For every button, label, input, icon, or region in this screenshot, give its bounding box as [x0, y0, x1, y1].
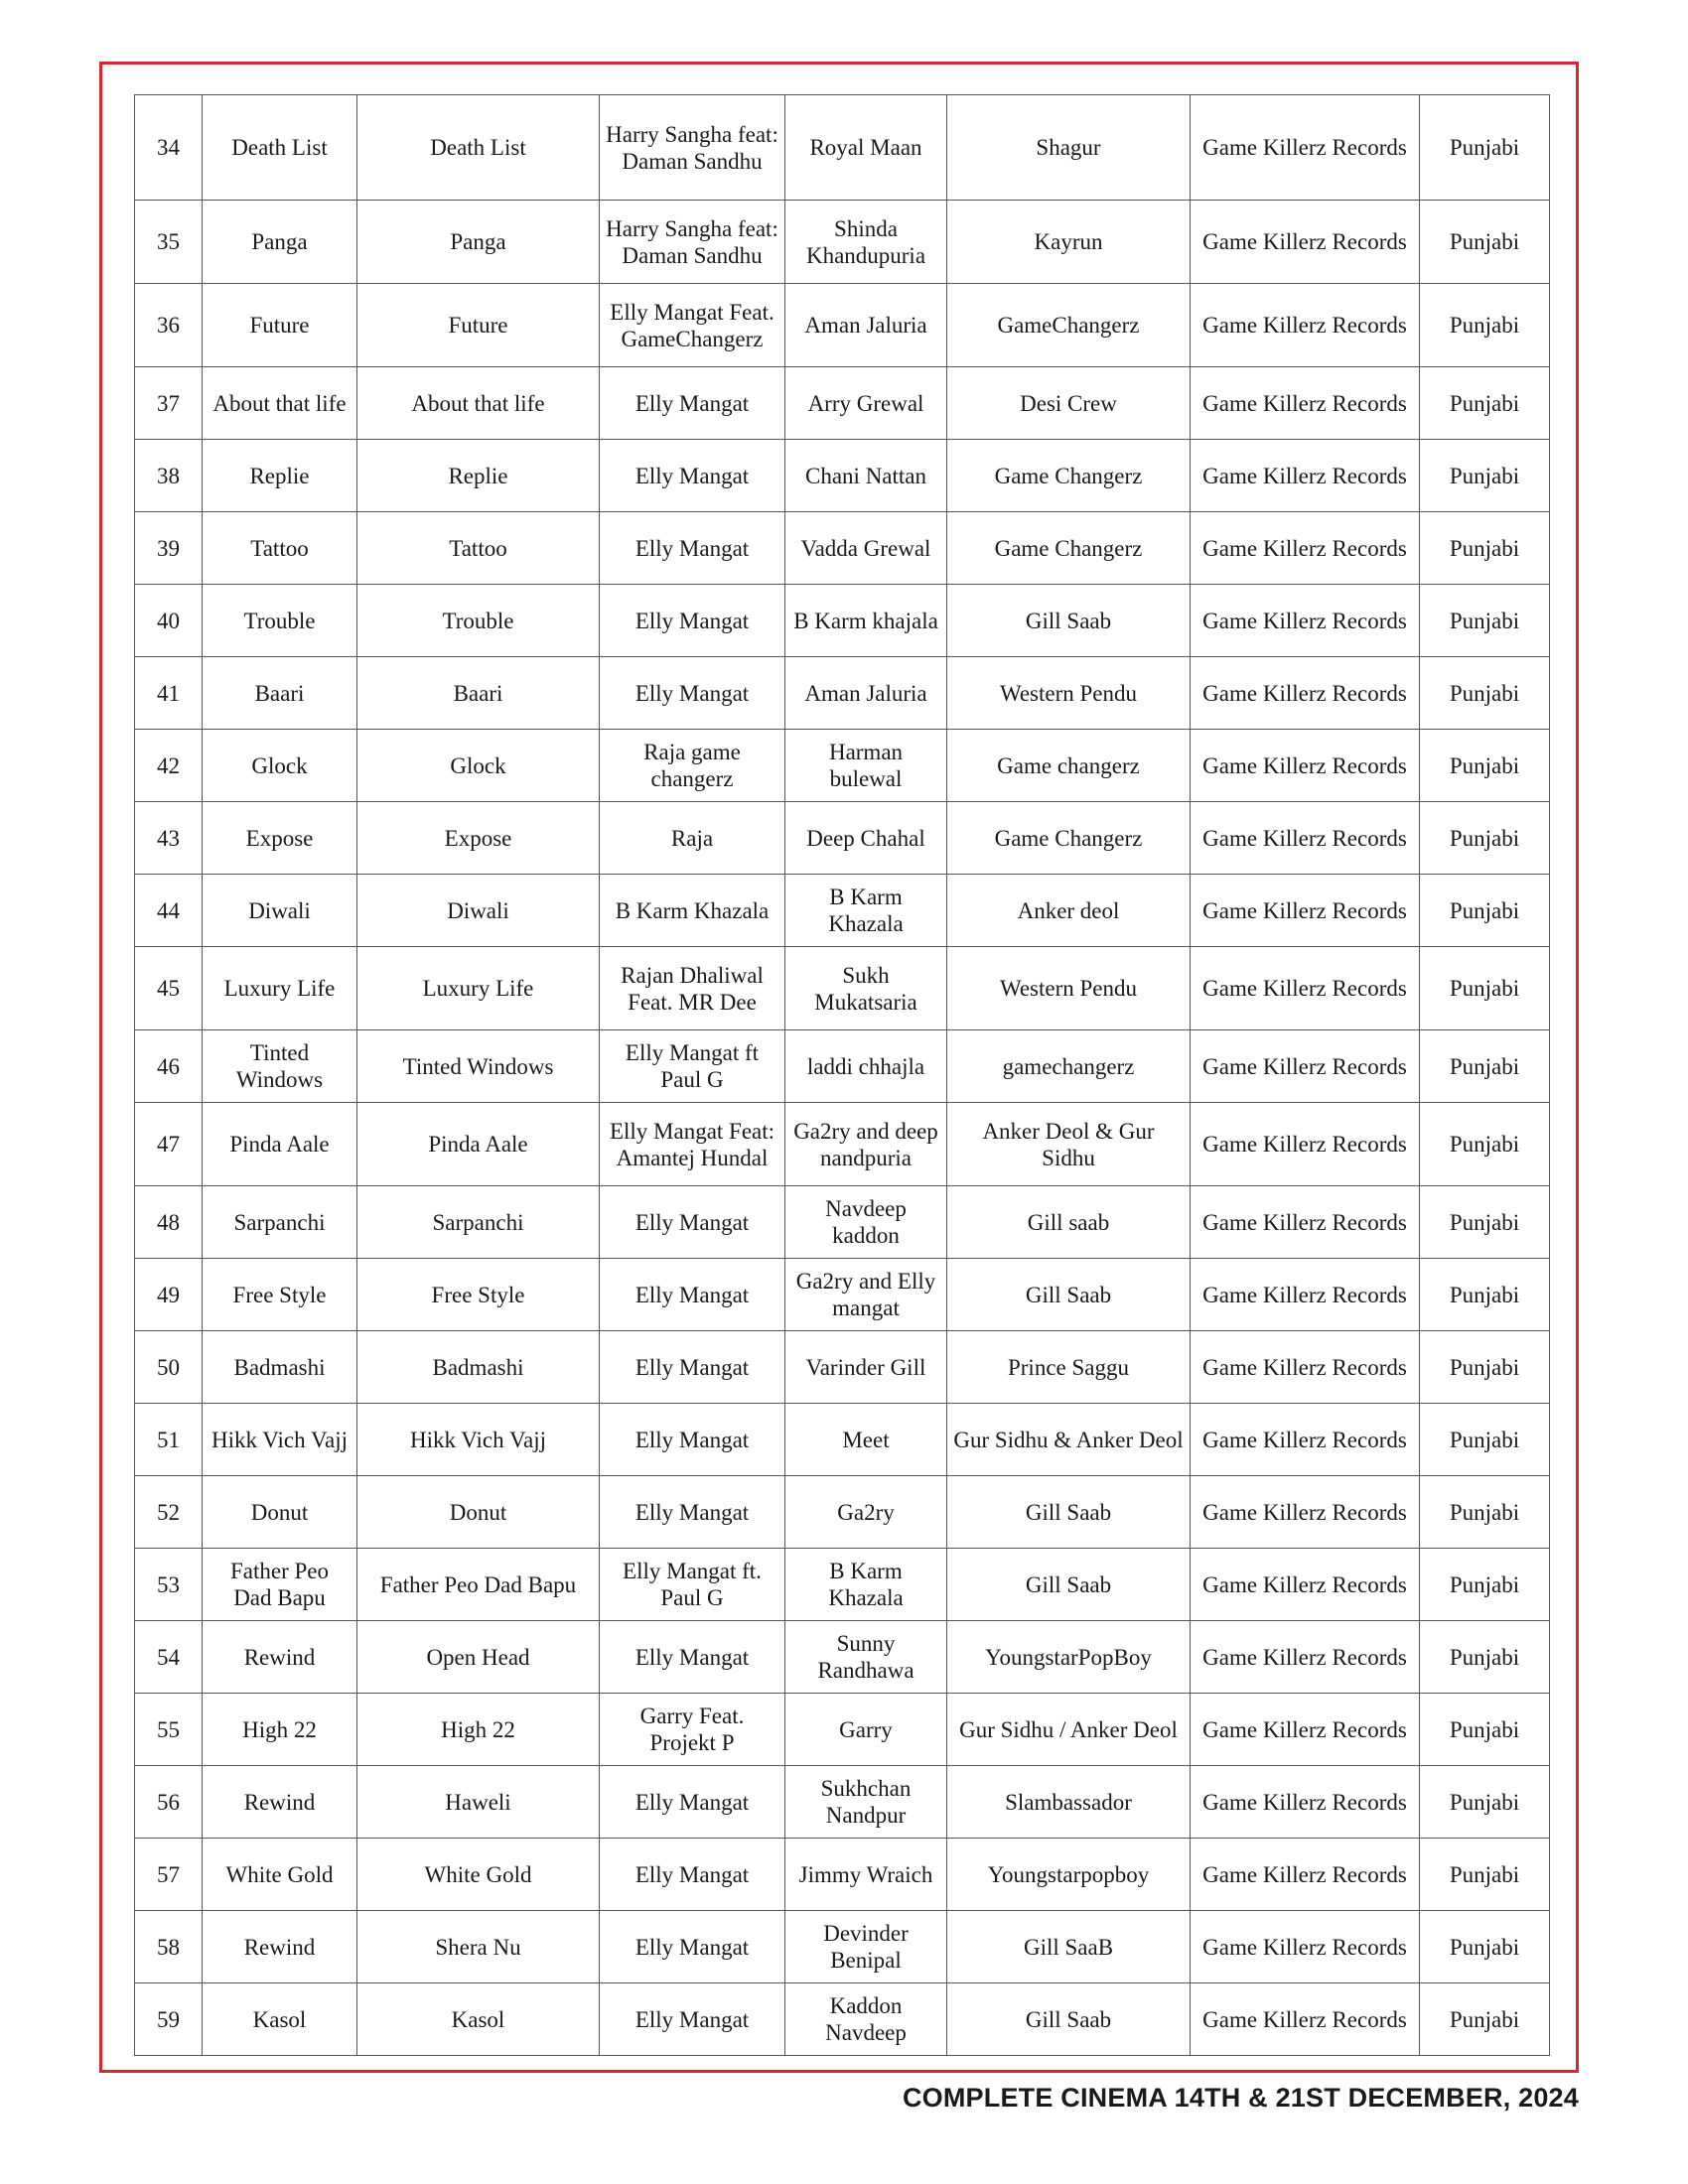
cell-language: Punjabi [1420, 512, 1550, 585]
cell-song: Hikk Vich Vajj [203, 1404, 357, 1476]
cell-singer: Elly Mangat [600, 1404, 785, 1476]
cell-music: Gill Saab [947, 1259, 1191, 1331]
cell-music: Youngstarpopboy [947, 1839, 1191, 1911]
cell-singer: Harry Sangha feat: Daman Sandhu [600, 95, 785, 201]
cell-language: Punjabi [1420, 284, 1550, 367]
cell-song: Kasol [203, 1983, 357, 2056]
cell-language: Punjabi [1420, 947, 1550, 1030]
cell-label: Game Killerz Records [1191, 802, 1420, 875]
cell-singer: Raja [600, 802, 785, 875]
cell-music: Game changerz [947, 730, 1191, 802]
cell-no: 46 [135, 1030, 203, 1103]
cell-language: Punjabi [1420, 1766, 1550, 1839]
cell-language: Punjabi [1420, 1103, 1550, 1186]
cell-album: Free Style [357, 1259, 600, 1331]
cell-language: Punjabi [1420, 95, 1550, 201]
cell-music: Game Changerz [947, 512, 1191, 585]
cell-no: 55 [135, 1694, 203, 1766]
cell-singer: Elly Mangat [600, 1766, 785, 1839]
cell-album: Diwali [357, 875, 600, 947]
cell-label: Game Killerz Records [1191, 947, 1420, 1030]
cell-music: gamechangerz [947, 1030, 1191, 1103]
cell-music: Kayrun [947, 201, 1191, 284]
cell-label: Game Killerz Records [1191, 440, 1420, 512]
cell-lyricist: Aman Jaluria [785, 284, 947, 367]
cell-album: Hikk Vich Vajj [357, 1404, 600, 1476]
cell-no: 58 [135, 1911, 203, 1983]
cell-singer: Elly Mangat [600, 440, 785, 512]
cell-lyricist: Jimmy Wraich [785, 1839, 947, 1911]
cell-label: Game Killerz Records [1191, 1259, 1420, 1331]
cell-language: Punjabi [1420, 1476, 1550, 1549]
cell-song: Tattoo [203, 512, 357, 585]
cell-label: Game Killerz Records [1191, 1476, 1420, 1549]
cell-music: Gill Saab [947, 1983, 1191, 2056]
cell-lyricist: Navdeep kaddon [785, 1186, 947, 1259]
cell-label: Game Killerz Records [1191, 1030, 1420, 1103]
cell-album: High 22 [357, 1694, 600, 1766]
cell-label: Game Killerz Records [1191, 1103, 1420, 1186]
cell-singer: Elly Mangat [600, 1621, 785, 1694]
cell-singer: Elly Mangat [600, 1839, 785, 1911]
cell-no: 59 [135, 1983, 203, 2056]
cell-lyricist: Kaddon Navdeep [785, 1983, 947, 2056]
cell-music: Anker deol [947, 875, 1191, 947]
cell-no: 44 [135, 875, 203, 947]
cell-song: Pinda Aale [203, 1103, 357, 1186]
cell-lyricist: B Karm khajala [785, 585, 947, 657]
cell-language: Punjabi [1420, 1259, 1550, 1331]
table-row [135, 875, 1550, 947]
cell-singer: Elly Mangat Feat. GameChangerz [600, 284, 785, 367]
cell-album: Donut [357, 1476, 600, 1549]
cell-song: Glock [203, 730, 357, 802]
cell-singer: Elly Mangat [600, 1911, 785, 1983]
cell-album: Expose [357, 802, 600, 875]
cell-album: Pinda Aale [357, 1103, 600, 1186]
cell-label: Game Killerz Records [1191, 1983, 1420, 2056]
table-row [135, 284, 1550, 367]
cell-music: Gill Saab [947, 1549, 1191, 1621]
cell-lyricist: Vadda Grewal [785, 512, 947, 585]
cell-song: High 22 [203, 1694, 357, 1766]
cell-language: Punjabi [1420, 585, 1550, 657]
cell-song: Diwali [203, 875, 357, 947]
table-row [135, 1404, 1550, 1476]
cell-label: Game Killerz Records [1191, 1186, 1420, 1259]
cell-label: Game Killerz Records [1191, 657, 1420, 730]
cell-album: Haweli [357, 1766, 600, 1839]
cell-music: Gill Saab [947, 585, 1191, 657]
cell-music: Western Pendu [947, 657, 1191, 730]
cell-album: Future [357, 284, 600, 367]
cell-music: Gill Saab [947, 1476, 1191, 1549]
cell-lyricist: Arry Grewal [785, 367, 947, 440]
cell-label: Game Killerz Records [1191, 1694, 1420, 1766]
cell-no: 42 [135, 730, 203, 802]
cell-lyricist: Aman Jaluria [785, 657, 947, 730]
cell-singer: Elly Mangat [600, 1983, 785, 2056]
cell-lyricist: Sukh Mukatsaria [785, 947, 947, 1030]
cell-lyricist: Harman bulewal [785, 730, 947, 802]
cell-music: Slambassador [947, 1766, 1191, 1839]
cell-label: Game Killerz Records [1191, 1549, 1420, 1621]
cell-album: Panga [357, 201, 600, 284]
cell-language: Punjabi [1420, 1186, 1550, 1259]
cell-song: Badmashi [203, 1331, 357, 1404]
cell-lyricist: Varinder Gill [785, 1331, 947, 1404]
table-row [135, 440, 1550, 512]
cell-label: Game Killerz Records [1191, 1621, 1420, 1694]
cell-label: Game Killerz Records [1191, 875, 1420, 947]
table-row [135, 1259, 1550, 1331]
cell-lyricist: Devinder Benipal [785, 1911, 947, 1983]
cell-language: Punjabi [1420, 367, 1550, 440]
table-row [135, 1549, 1550, 1621]
cell-no: 43 [135, 802, 203, 875]
cell-no: 38 [135, 440, 203, 512]
cell-music: Shagur [947, 95, 1191, 201]
cell-no: 40 [135, 585, 203, 657]
cell-album: Tinted Windows [357, 1030, 600, 1103]
cell-song: About that life [203, 367, 357, 440]
table-row [135, 1766, 1550, 1839]
cell-music: Anker Deol & Gur Sidhu [947, 1103, 1191, 1186]
cell-no: 45 [135, 947, 203, 1030]
cell-song: Tinted Windows [203, 1030, 357, 1103]
cell-singer: Elly Mangat [600, 1476, 785, 1549]
cell-album: Replie [357, 440, 600, 512]
cell-language: Punjabi [1420, 875, 1550, 947]
song-table [134, 94, 1550, 2056]
table-row [135, 947, 1550, 1030]
table-row [135, 367, 1550, 440]
cell-singer: Elly Mangat ft Paul G [600, 1030, 785, 1103]
cell-song: Death List [203, 95, 357, 201]
cell-singer: Harry Sangha feat: Daman Sandhu [600, 201, 785, 284]
cell-song: Baari [203, 657, 357, 730]
cell-singer: Elly Mangat Feat: Amantej Hundal [600, 1103, 785, 1186]
cell-album: Shera Nu [357, 1911, 600, 1983]
cell-music: Western Pendu [947, 947, 1191, 1030]
cell-no: 48 [135, 1186, 203, 1259]
table-row [135, 585, 1550, 657]
cell-label: Game Killerz Records [1191, 284, 1420, 367]
cell-album: White Gold [357, 1839, 600, 1911]
cell-song: Free Style [203, 1259, 357, 1331]
cell-language: Punjabi [1420, 1839, 1550, 1911]
cell-language: Punjabi [1420, 1621, 1550, 1694]
cell-song: Trouble [203, 585, 357, 657]
cell-language: Punjabi [1420, 440, 1550, 512]
cell-no: 50 [135, 1331, 203, 1404]
cell-music: Gill saab [947, 1186, 1191, 1259]
cell-song: Sarpanchi [203, 1186, 357, 1259]
cell-label: Game Killerz Records [1191, 1839, 1420, 1911]
cell-album: Sarpanchi [357, 1186, 600, 1259]
cell-no: 56 [135, 1766, 203, 1839]
cell-singer: Elly Mangat [600, 512, 785, 585]
cell-language: Punjabi [1420, 1549, 1550, 1621]
cell-lyricist: Sunny Randhawa [785, 1621, 947, 1694]
cell-language: Punjabi [1420, 1404, 1550, 1476]
table-row [135, 1694, 1550, 1766]
cell-no: 47 [135, 1103, 203, 1186]
cell-no: 57 [135, 1839, 203, 1911]
table-row [135, 1331, 1550, 1404]
table-row [135, 1186, 1550, 1259]
cell-music: GameChangerz [947, 284, 1191, 367]
cell-album: About that life [357, 367, 600, 440]
cell-lyricist: Sukhchan Nandpur [785, 1766, 947, 1839]
cell-music: Gill SaaB [947, 1911, 1191, 1983]
table-row [135, 512, 1550, 585]
cell-music: Desi Crew [947, 367, 1191, 440]
table-row [135, 201, 1550, 284]
cell-lyricist: Meet [785, 1404, 947, 1476]
table-row [135, 1030, 1550, 1103]
cell-no: 49 [135, 1259, 203, 1331]
cell-label: Game Killerz Records [1191, 367, 1420, 440]
cell-album: Trouble [357, 585, 600, 657]
cell-song: Donut [203, 1476, 357, 1549]
cell-album: Tattoo [357, 512, 600, 585]
cell-album: Father Peo Dad Bapu [357, 1549, 600, 1621]
cell-song: Rewind [203, 1621, 357, 1694]
cell-language: Punjabi [1420, 730, 1550, 802]
cell-song: Luxury Life [203, 947, 357, 1030]
cell-album: Baari [357, 657, 600, 730]
table-row [135, 1476, 1550, 1549]
cell-lyricist: B Karm Khazala [785, 875, 947, 947]
cell-singer: Rajan Dhaliwal Feat. MR Dee [600, 947, 785, 1030]
table-row [135, 730, 1550, 802]
cell-no: 41 [135, 657, 203, 730]
cell-label: Game Killerz Records [1191, 1331, 1420, 1404]
cell-song: Replie [203, 440, 357, 512]
cell-label: Game Killerz Records [1191, 1766, 1420, 1839]
table-row [135, 95, 1550, 201]
cell-language: Punjabi [1420, 1911, 1550, 1983]
cell-language: Punjabi [1420, 1694, 1550, 1766]
table-row [135, 1911, 1550, 1983]
cell-song: Rewind [203, 1766, 357, 1839]
cell-no: 52 [135, 1476, 203, 1549]
cell-label: Game Killerz Records [1191, 512, 1420, 585]
cell-music: Prince Saggu [947, 1331, 1191, 1404]
cell-song: Future [203, 284, 357, 367]
cell-singer: Elly Mangat [600, 1186, 785, 1259]
cell-song: Father Peo Dad Bapu [203, 1549, 357, 1621]
cell-label: Game Killerz Records [1191, 95, 1420, 201]
cell-lyricist: laddi chhajla [785, 1030, 947, 1103]
cell-singer: Elly Mangat [600, 585, 785, 657]
cell-label: Game Killerz Records [1191, 1911, 1420, 1983]
song-table-body [135, 95, 1550, 2056]
table-row [135, 1103, 1550, 1186]
cell-no: 51 [135, 1404, 203, 1476]
cell-language: Punjabi [1420, 802, 1550, 875]
cell-lyricist: Ga2ry and Elly mangat [785, 1259, 947, 1331]
cell-music: Game Changerz [947, 802, 1191, 875]
cell-music: Gur Sidhu & Anker Deol [947, 1404, 1191, 1476]
cell-no: 34 [135, 95, 203, 201]
cell-singer: Elly Mangat [600, 1331, 785, 1404]
cell-singer: Elly Mangat [600, 1259, 785, 1331]
cell-song: Panga [203, 201, 357, 284]
cell-no: 54 [135, 1621, 203, 1694]
cell-song: White Gold [203, 1839, 357, 1911]
page-footer: COMPLETE CINEMA 14TH & 21ST DECEMBER, 2024 [902, 2083, 1579, 2113]
cell-label: Game Killerz Records [1191, 585, 1420, 657]
cell-no: 53 [135, 1549, 203, 1621]
cell-album: Glock [357, 730, 600, 802]
cell-singer: Elly Mangat [600, 367, 785, 440]
cell-lyricist: Royal Maan [785, 95, 947, 201]
cell-lyricist: Chani Nattan [785, 440, 947, 512]
cell-no: 39 [135, 512, 203, 585]
cell-language: Punjabi [1420, 1030, 1550, 1103]
cell-no: 35 [135, 201, 203, 284]
cell-language: Punjabi [1420, 201, 1550, 284]
cell-lyricist: Ga2ry [785, 1476, 947, 1549]
cell-album: Kasol [357, 1983, 600, 2056]
table-row [135, 802, 1550, 875]
cell-music: Game Changerz [947, 440, 1191, 512]
cell-lyricist: Shinda Khandupuria [785, 201, 947, 284]
cell-singer: Elly Mangat ft. Paul G [600, 1549, 785, 1621]
cell-lyricist: Garry [785, 1694, 947, 1766]
cell-lyricist: Deep Chahal [785, 802, 947, 875]
cell-album: Badmashi [357, 1331, 600, 1404]
cell-no: 37 [135, 367, 203, 440]
cell-no: 36 [135, 284, 203, 367]
cell-singer: Elly Mangat [600, 657, 785, 730]
cell-song: Expose [203, 802, 357, 875]
cell-label: Game Killerz Records [1191, 1404, 1420, 1476]
cell-singer: Garry Feat. Projekt P [600, 1694, 785, 1766]
cell-album: Death List [357, 95, 600, 201]
table-row [135, 1839, 1550, 1911]
cell-album: Luxury Life [357, 947, 600, 1030]
cell-language: Punjabi [1420, 1331, 1550, 1404]
cell-song: Rewind [203, 1911, 357, 1983]
table-row [135, 657, 1550, 730]
cell-lyricist: Ga2ry and deep nandpuria [785, 1103, 947, 1186]
cell-music: YoungstarPopBoy [947, 1621, 1191, 1694]
cell-label: Game Killerz Records [1191, 201, 1420, 284]
cell-album: Open Head [357, 1621, 600, 1694]
table-row [135, 1983, 1550, 2056]
cell-label: Game Killerz Records [1191, 730, 1420, 802]
cell-lyricist: B Karm Khazala [785, 1549, 947, 1621]
cell-language: Punjabi [1420, 1983, 1550, 2056]
cell-language: Punjabi [1420, 657, 1550, 730]
table-row [135, 1621, 1550, 1694]
cell-music: Gur Sidhu / Anker Deol [947, 1694, 1191, 1766]
cell-singer: B Karm Khazala [600, 875, 785, 947]
cell-singer: Raja game changerz [600, 730, 785, 802]
